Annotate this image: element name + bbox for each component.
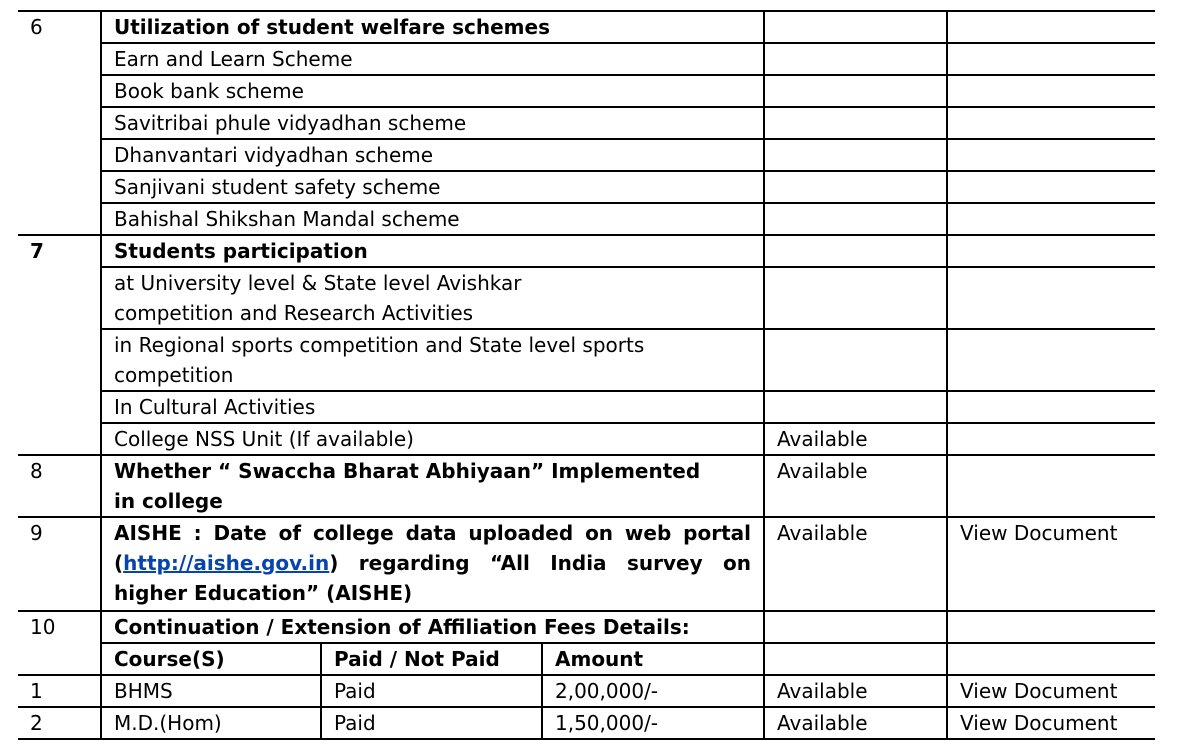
status-cell: Available bbox=[764, 517, 947, 611]
table-row bbox=[18, 707, 1155, 739]
row-number: 9 bbox=[18, 517, 101, 611]
aishe-text-end: ) regarding “All India survey on higher Education” (AISHE) bbox=[114, 551, 752, 605]
document-cell bbox=[947, 643, 1155, 675]
table-row bbox=[18, 423, 1155, 455]
table-row bbox=[18, 643, 1155, 675]
table-row bbox=[18, 329, 1155, 391]
document-cell bbox=[947, 11, 1155, 43]
aishe-text-start: AISHE : Date of college data uploaded on web portal ( bbox=[114, 521, 752, 575]
scheme-label: Book bank scheme bbox=[101, 75, 764, 107]
status-cell bbox=[764, 11, 947, 43]
section-heading bbox=[101, 517, 764, 611]
status-cell bbox=[764, 391, 947, 423]
document-cell bbox=[947, 139, 1155, 171]
activity-label: at University level & State level Avishkar competition and Research Activities bbox=[101, 267, 764, 329]
status-cell bbox=[764, 107, 947, 139]
table-row bbox=[18, 235, 1155, 267]
document-cell bbox=[947, 75, 1155, 107]
table-row bbox=[18, 611, 1155, 643]
course-cell: BHMS bbox=[101, 675, 321, 707]
table-row bbox=[18, 675, 1155, 707]
course-cell: M.D.(Hom) bbox=[101, 707, 321, 739]
activity-label: College NSS Unit (If available) bbox=[101, 423, 764, 455]
document-cell bbox=[947, 171, 1155, 203]
status-cell bbox=[764, 139, 947, 171]
column-header: Course(S) bbox=[101, 643, 321, 675]
document-cell bbox=[947, 675, 1155, 707]
document-cell bbox=[947, 517, 1155, 611]
row-number: 8 bbox=[18, 455, 101, 517]
view-document-link[interactable]: View Document bbox=[960, 521, 1118, 545]
document-cell bbox=[947, 455, 1155, 517]
table-row bbox=[18, 43, 1155, 75]
scheme-label: Bahishal Shikshan Mandal scheme bbox=[101, 203, 764, 235]
amount-cell: 1,50,000/- bbox=[542, 707, 764, 739]
status-cell bbox=[764, 643, 947, 675]
row-number: 2 bbox=[18, 707, 101, 739]
status-cell bbox=[764, 171, 947, 203]
paid-cell: Paid bbox=[321, 675, 542, 707]
affiliation-details-table bbox=[18, 10, 1155, 740]
document-cell bbox=[947, 235, 1155, 267]
status-cell bbox=[764, 203, 947, 235]
row-number: 1 bbox=[18, 675, 101, 707]
table-row bbox=[18, 75, 1155, 107]
status-cell: Available bbox=[764, 423, 947, 455]
paid-cell: Paid bbox=[321, 707, 542, 739]
document-cell bbox=[947, 329, 1155, 391]
activity-label: In Cultural Activities bbox=[101, 391, 764, 423]
status-cell: Available bbox=[764, 707, 947, 739]
view-document-link[interactable]: View Document bbox=[960, 711, 1118, 735]
document-cell bbox=[947, 203, 1155, 235]
table-row bbox=[18, 107, 1155, 139]
status-cell bbox=[764, 43, 947, 75]
table-row bbox=[18, 171, 1155, 203]
status-cell bbox=[764, 611, 947, 643]
status-cell bbox=[764, 235, 947, 267]
view-document-link[interactable]: View Document bbox=[960, 679, 1118, 703]
section-heading: Whether “ Swaccha Bharat Abhiyaan” Implemented in college bbox=[101, 455, 764, 517]
row-number: 7 bbox=[18, 235, 101, 455]
status-cell bbox=[764, 329, 947, 391]
scheme-label: Sanjivani student safety scheme bbox=[101, 171, 764, 203]
table-row bbox=[18, 455, 1155, 517]
section-heading: Continuation / Extension of Affiliation Fees Details: bbox=[101, 611, 764, 643]
scheme-label: Dhanvantari vidyadhan scheme bbox=[101, 139, 764, 171]
row-number: 10 bbox=[18, 611, 101, 675]
section-heading: Utilization of student welfare schemes bbox=[101, 11, 764, 43]
status-cell bbox=[764, 267, 947, 329]
table-row bbox=[18, 267, 1155, 329]
document-cell bbox=[947, 267, 1155, 329]
activity-label: in Regional sports competition and State level sports competition bbox=[101, 329, 764, 391]
status-cell: Available bbox=[764, 455, 947, 517]
document-cell bbox=[947, 423, 1155, 455]
section-heading: Students participation bbox=[101, 235, 764, 267]
document-cell bbox=[947, 707, 1155, 739]
column-header: Amount bbox=[542, 643, 764, 675]
table-row bbox=[18, 517, 1155, 611]
aishe-portal-link[interactable]: http://aishe.gov.in bbox=[123, 551, 330, 575]
amount-cell: 2,00,000/- bbox=[542, 675, 764, 707]
row-number: 6 bbox=[18, 11, 101, 235]
document-cell bbox=[947, 611, 1155, 643]
document-cell bbox=[947, 107, 1155, 139]
status-cell bbox=[764, 75, 947, 107]
table-row bbox=[18, 203, 1155, 235]
document-cell bbox=[947, 391, 1155, 423]
scheme-label: Savitribai phule vidyadhan scheme bbox=[101, 107, 764, 139]
table-row bbox=[18, 391, 1155, 423]
table-row bbox=[18, 11, 1155, 43]
column-header: Paid / Not Paid bbox=[321, 643, 542, 675]
status-cell: Available bbox=[764, 675, 947, 707]
table-row bbox=[18, 139, 1155, 171]
scheme-label: Earn and Learn Scheme bbox=[101, 43, 764, 75]
document-cell bbox=[947, 43, 1155, 75]
